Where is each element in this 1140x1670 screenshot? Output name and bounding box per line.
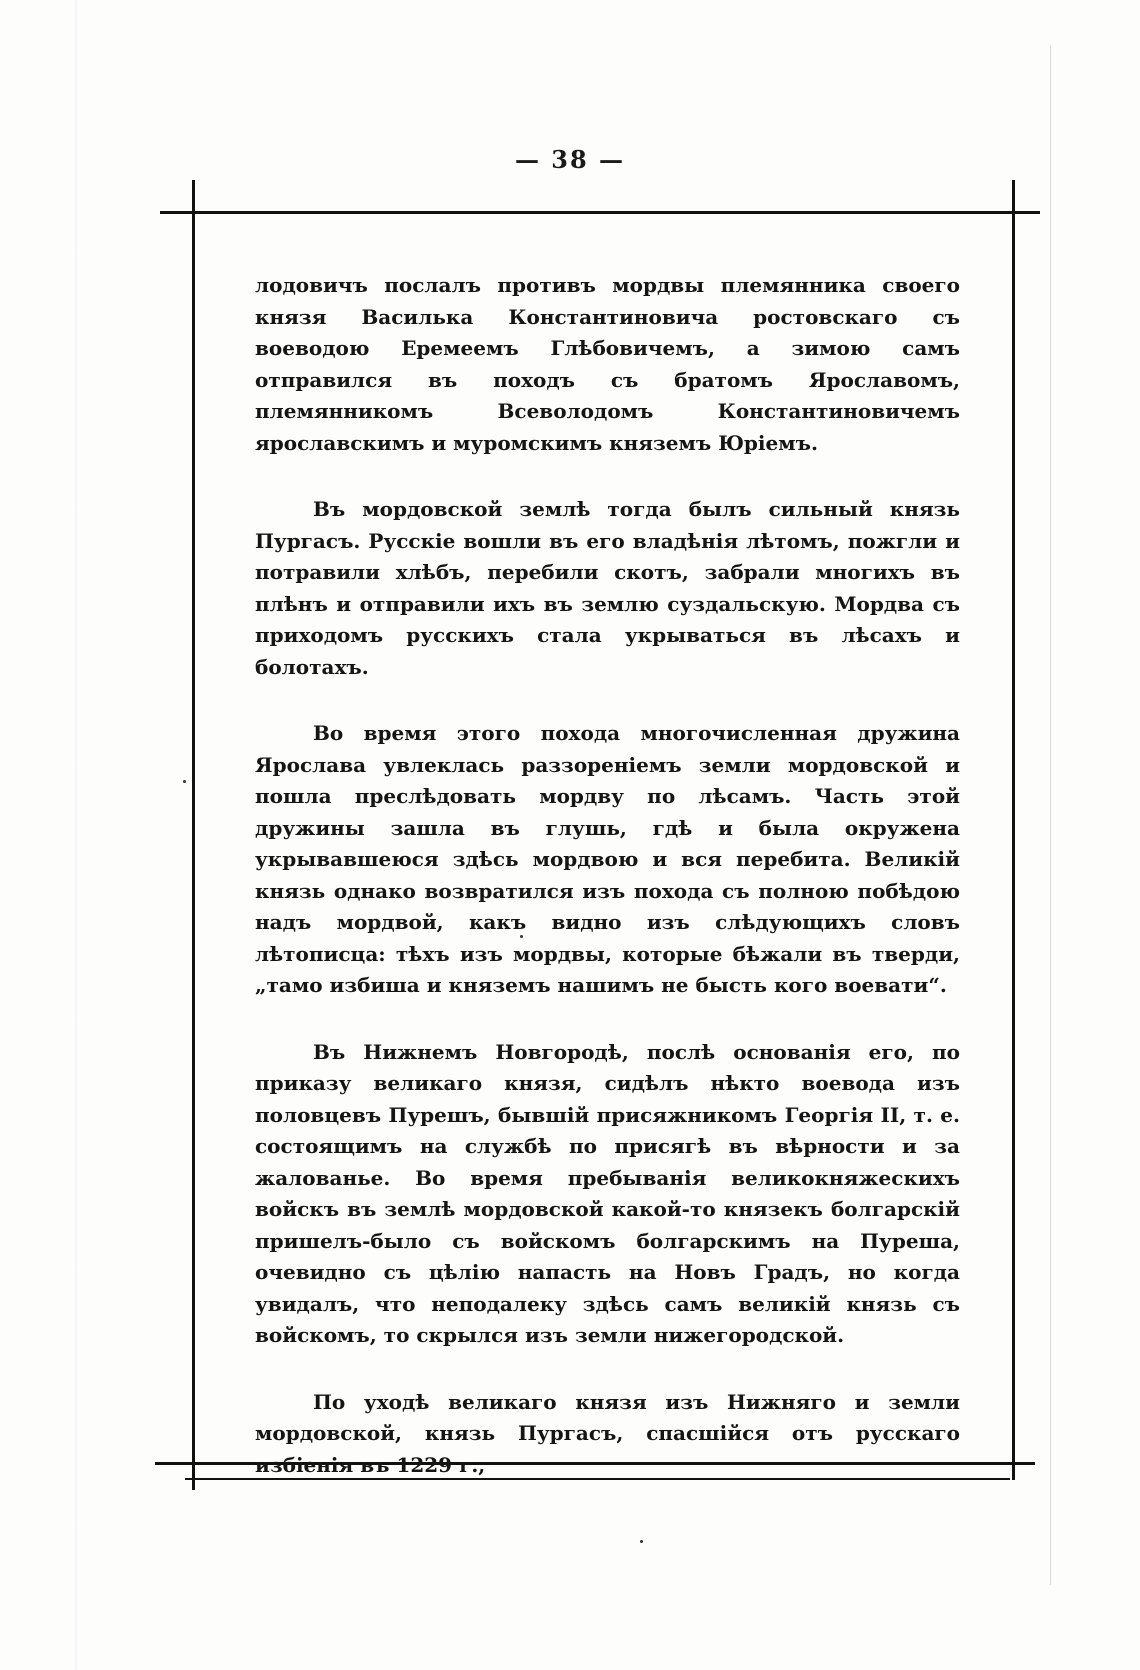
frame-left-rule [192,180,195,1490]
paragraph-5: По уходѣ великаго князя изъ Нижняго и земли мордовской, князь Пургасъ, спасшійся отъ русскаго избіенія въ 1229 г., [255,1389,960,1477]
body-text [255,270,960,1481]
frame-right-rule [1012,180,1015,1480]
paragraph-2: Въ мордовской землѣ тогда былъ сильный князь Пургасъ. Русскіе вошли въ его владѣнія лѣтомъ, пожгли и потравили хлѣбъ, перебили скотъ, забрали многихъ въ плѣнъ и отправили ихъ въ землю суздальскую. Мордва съ приходомъ русскихъ стала укрываться въ лѣсахъ и болотахъ. [255,497,960,679]
speck [183,780,186,783]
frame-top-right-tick [1015,212,1040,214]
frame-top-left-tick [160,212,192,214]
paragraph-4: Въ Нижнемъ Новгородѣ, послѣ основанія его, по приказу великаго князя, сидѣлъ нѣкто воевода изъ половцевъ Пурешъ, бывшій присяжникомъ Георгія II, т. е. состоящимъ на службѣ по присягѣ въ вѣрности и за жалованье. Во время пребыванія великокняжескихъ войскъ въ землѣ мордовской какой-то князекъ болгарскій пришелъ-было съ войскомъ болгарскимъ на Пуреша, очевидно съ цѣлію напасть на Новъ Градъ, но когда увидалъ, что неподалеку здѣсь самъ великій князь съ войскомъ, то скрылся изъ земли нижегородской. [255,1039,960,1347]
speck [640,1540,643,1543]
paragraph-1: лодовичъ послалъ противъ мордвы племянника своего князя Василька Константиновича ростовскаго съ воеводою Еремеемъ Глѣбовичемъ, а зимою самъ отправился въ походъ съ братомъ Ярославомъ, племянникомъ Всеволодомъ Константиновичемъ ярославскимъ и муромскимъ княземъ Юріемъ. [255,273,960,455]
frame-top-rule [160,211,1040,214]
paragraph-3: Во время этого похода многочисленная дружина Ярослава увлеклась раззореніемъ земли мордовской и пошла преслѣдовать мордву по лѣсамъ. Часть этой дружины зашла въ глушь, гдѣ и была окружена укрывавшеюся здѣсь мордвою и вся перебита. Великій князь однако возвратился изъ похода съ полною побѣдою надъ мордвой, какъ видно изъ слѣдующихъ словъ лѣтописца: тѣхъ изъ мордвы, которые бѣжали въ тверди, „тамо избиша и княземъ нашимъ не бысть кого воевати“. [255,721,960,997]
page-left-edge [75,0,79,1670]
page-number: — 38 — [514,145,626,174]
speck [520,935,523,938]
page-right-edge [1050,45,1051,1585]
